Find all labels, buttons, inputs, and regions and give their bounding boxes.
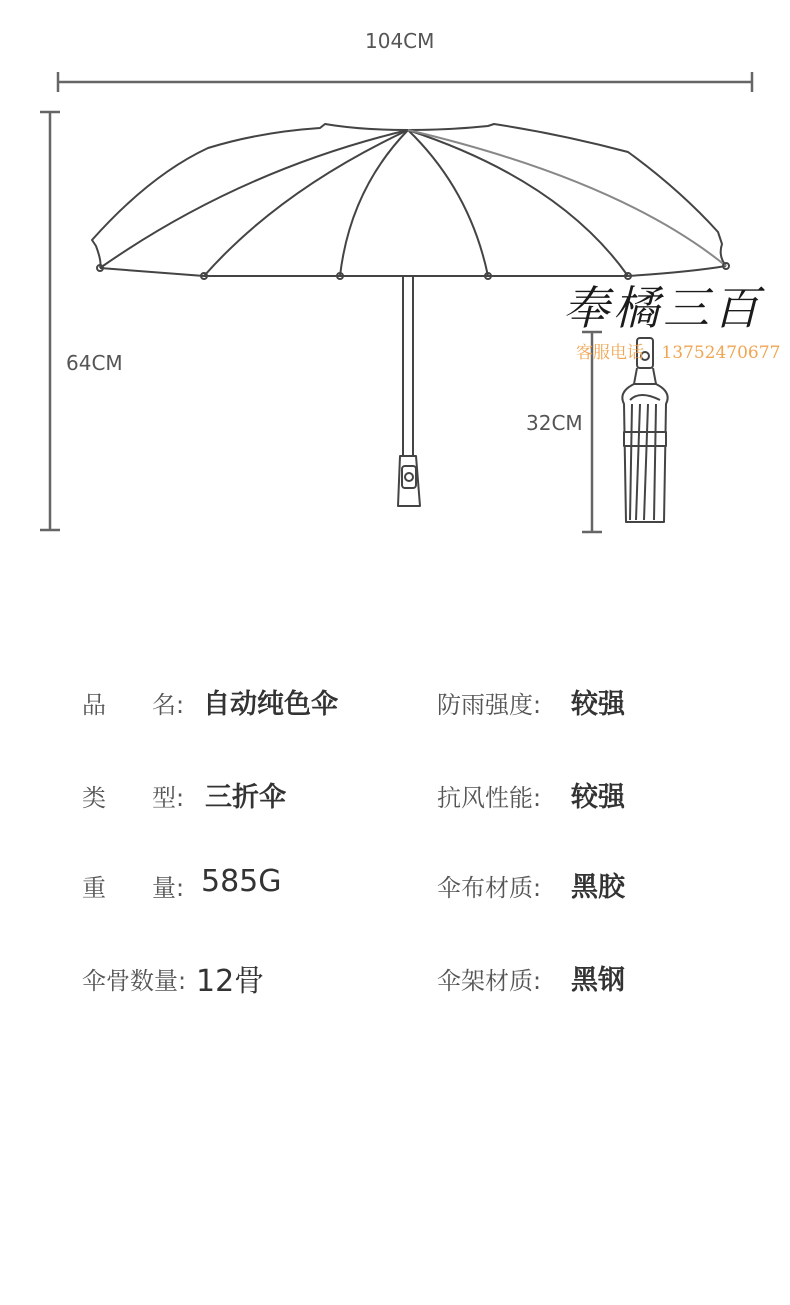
contact-line xyxy=(576,338,780,363)
height-dimension-line xyxy=(40,112,60,530)
spec-value-rain: 较强 xyxy=(571,689,625,720)
folded-umbrella xyxy=(622,338,667,522)
width-dimension-line xyxy=(58,72,752,92)
folded-height-label: 32CM xyxy=(526,411,583,435)
brand-watermark: 奉橘三百 xyxy=(563,281,763,335)
height-label: 64CM xyxy=(66,351,123,375)
spec-label-wind: 抗风性能: xyxy=(437,784,542,812)
spec-label-name: 品 名: xyxy=(82,691,185,719)
spec-value-weight: 585G xyxy=(201,864,282,899)
contact-phone: 13752470677 xyxy=(661,343,781,363)
width-label: 104CM xyxy=(365,29,435,53)
spec-value-frame: 黑钢 xyxy=(571,965,625,996)
spec-label-weight: 重 量: xyxy=(82,874,185,902)
spec-value-wind: 较强 xyxy=(571,782,625,813)
spec-label-type: 类 型: xyxy=(82,784,185,812)
spec-label-rain: 防雨强度: xyxy=(437,691,542,719)
spec-label-frame: 伞架材质: xyxy=(437,967,542,995)
spec-label-fabric: 伞布材质: xyxy=(437,874,542,902)
spec-value-type: 三折伞 xyxy=(205,782,286,813)
spec-value-ribs: 12骨 xyxy=(196,964,265,999)
spec-label-ribs: 伞骨数量: xyxy=(82,967,187,995)
spec-value-name: 自动纯色伞 xyxy=(203,689,338,720)
contact-label: 客服电话 xyxy=(576,343,644,363)
spec-value-fabric: 黑胶 xyxy=(571,872,625,903)
